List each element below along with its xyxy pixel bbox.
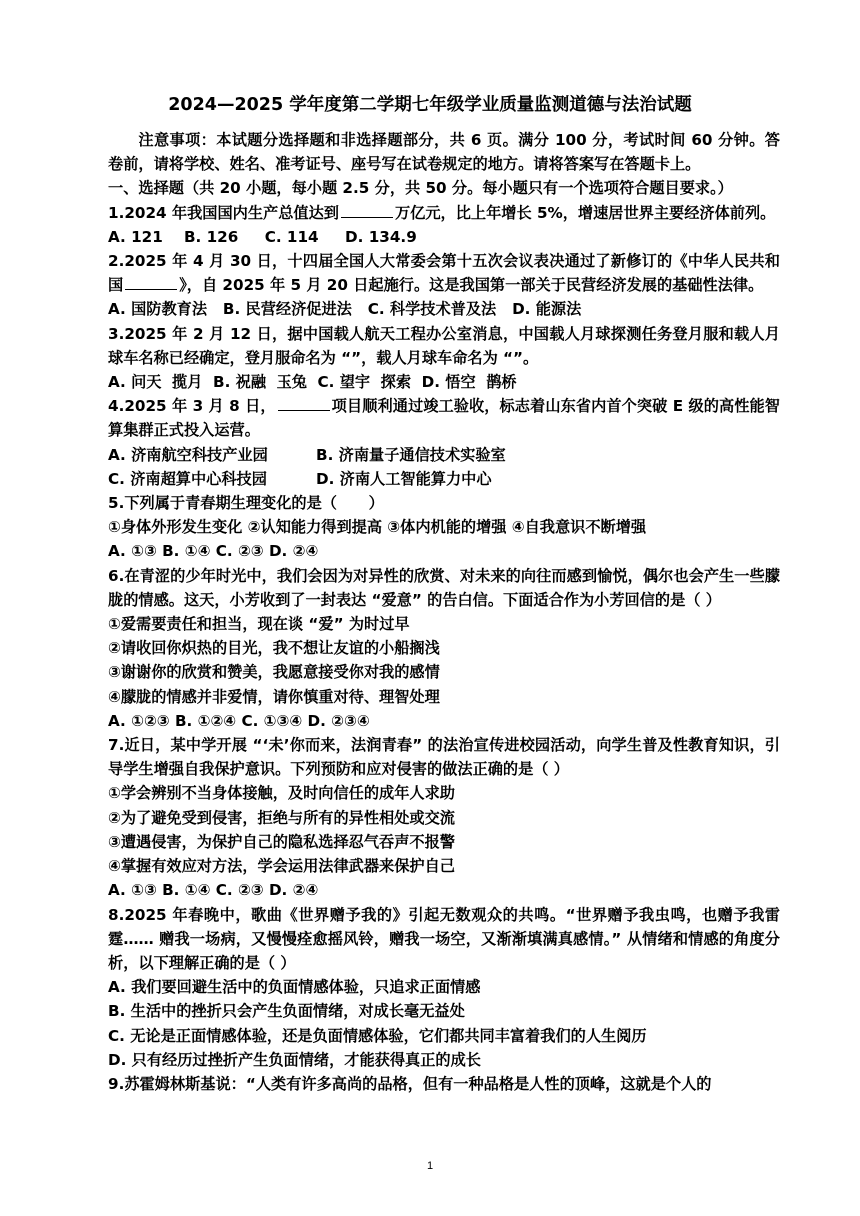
question-8 [108,903,780,1072]
q2-stem-a: 2.2025 年 4 月 30 日，十四届全国人大常委会第十五次会议表决通过了新修订的《中华人民共和国 [108,252,780,295]
q6-item-4: ④朦胧的情感并非爱情，请你慎重对待、理智处理 [108,687,440,706]
answer-blank [278,396,330,411]
q4-option-a: A. 济南航空科技产业园 [108,445,268,464]
question-4 [108,394,780,491]
q3-options: A. 问天 揽月 B. 祝融 玉兔 C. 望宇 探索 D. 悟空 鹊桥 [108,373,517,392]
q5-items: ①身体外形发生变化 ②认知能力得到提高 ③体内机能的增强 ④自我意识不断增强 [108,518,647,537]
q7-item-2: ②为了避免受到侵害，拒绝与所有的异性相处或交流 [108,808,455,827]
answer-blank [341,203,393,218]
question-7 [108,733,780,902]
q4-stem-a: 4.2025 年 3 月 8 日， [108,397,276,416]
section-heading: 一、选择题（共 20 小题，每小题 2.5 分，共 50 分。每小题只有一个选项符合题目要求。） [108,179,733,198]
q4-option-c: C. 济南超算中心科技园 [108,469,267,488]
q8-option-c: C. 无论是正面情感体验，还是负面情感体验，它们都共同丰富着我们的人生阅历 [108,1026,647,1045]
q1-stem-b: 万亿元，比上年增长 5%，增速居世界主要经济体前列。 [394,203,776,222]
q8-stem: 8.2025 年春晚中，歌曲《世界赠予我的》引起无数观众的共鸣。“世界赠予我虫鸣，也赠予我雷霆…… 赠我一场病，又慢慢痊愈摇风铃，赠我一场空，又渐渐填满真感情。” 从情绪和情感的角度分析，以下理解正确的是（ ） [108,905,780,972]
q1-options: A. 121 B. 126 C. 114 D. 134.9 [108,227,417,246]
q8-option-b: B. 生活中的挫折只会产生负面情绪，对成长毫无益处 [108,1002,465,1021]
q6-options: A. ①②③ B. ①②④ C. ①③④ D. ②③④ [108,711,370,730]
q7-item-4: ④掌握有效应对方法，学会运用法律武器来保护自己 [108,857,455,876]
answer-blank [125,275,177,290]
q8-option-a: A. 我们要回避生活中的负面情感体验，只追求正面情感 [108,978,481,997]
q3-stem: 3.2025 年 2 月 12 日，据中国载人航天工程办公室消息，中国载人月球探测任务登月服和载人月球车名称已经确定，登月服命名为 “”，载人月球车命名为 “”。 [108,324,780,367]
q4-stem-b: 项目顺利通过竣工验收，标志着山东省内首个突破 E 级的高性能智算集群正式投入运营。 [108,397,780,440]
q8-option-d: D. 只有经历过挫折产生负面情绪，才能获得真正的成长 [108,1050,481,1069]
q2-stem-b: 》，自 2025 年 5 月 20 日起施行。这是我国第一部关于民营经济发展的基础性法律。 [179,276,764,295]
q5-options: A. ①③ B. ①④ C. ②③ D. ②④ [108,542,319,561]
q9-stem: 9.苏霍姆林斯基说：“人类有许多高尚的品格，但有一种品格是人性的顶峰，这就是个人的 [108,1074,712,1093]
q4-option-b: B. 济南量子通信技术实验室 [316,445,506,464]
q6-item-1: ①爱需要责任和担当，现在谈 “爱” 为时过早 [108,615,410,634]
q7-options: A. ①③ B. ①④ C. ②③ D. ②④ [108,881,319,900]
question-1 [108,201,780,249]
q1-stem-a: 1.2024 年我国国内生产总值达到 [108,203,339,222]
q7-stem: 7.近日，某中学开展 “‘未’你而来，法润青春” 的法治宣传进校园活动，向学生普及性教育知识，引导学生增强自我保护意识。下列预防和应对侵害的做法正确的是（ ） [108,736,780,779]
notice-text: 注意事项：本试题分选择题和非选择题部分，共 6 页。满分 100 分，考试时间 60 分钟。答卷前，请将学校、姓名、准考证号、座号写在试卷规定的地方。请将答案写在答题卡上。 [108,131,780,174]
question-5 [108,491,780,564]
q2-options: A. 国防教育法 B. 民营经济促进法 C. 科学技术普及法 D. 能源法 [108,300,582,319]
question-9 [108,1072,780,1096]
question-3 [108,322,780,395]
exam-body [108,128,780,1096]
q6-item-3: ③谢谢你的欣赏和赞美，我愿意接受你对我的感情 [108,663,440,682]
q6-item-2: ②请收回你炽热的目光，我不想让友谊的小船搁浅 [108,639,440,658]
question-2 [108,249,780,322]
question-6 [108,564,780,733]
q7-item-3: ③遭遇侵害，为保护自己的隐私选择忍气吞声不报警 [108,832,455,851]
page-title: 2024—2025 学年度第二学期七年级学业质量监测道德与法治试题 [168,95,692,115]
q5-stem: 5.下列属于青春期生理变化的是（ ） [108,494,384,513]
q7-item-1: ①学会辨别不当身体接触，及时向信任的成年人求助 [108,784,455,803]
q4-option-d: D. 济南人工智能算力中心 [316,469,492,488]
page-number: 1 [426,1160,434,1172]
q6-stem: 6.在青涩的少年时光中，我们会因为对异性的欣赏、对未来的向往而感到愉悦，偶尔也会产生一些朦胧的情感。这天，小芳收到了一封表达 “爱意” 的告白信。下面适合作为小芳回信的是（ ） [108,566,780,609]
